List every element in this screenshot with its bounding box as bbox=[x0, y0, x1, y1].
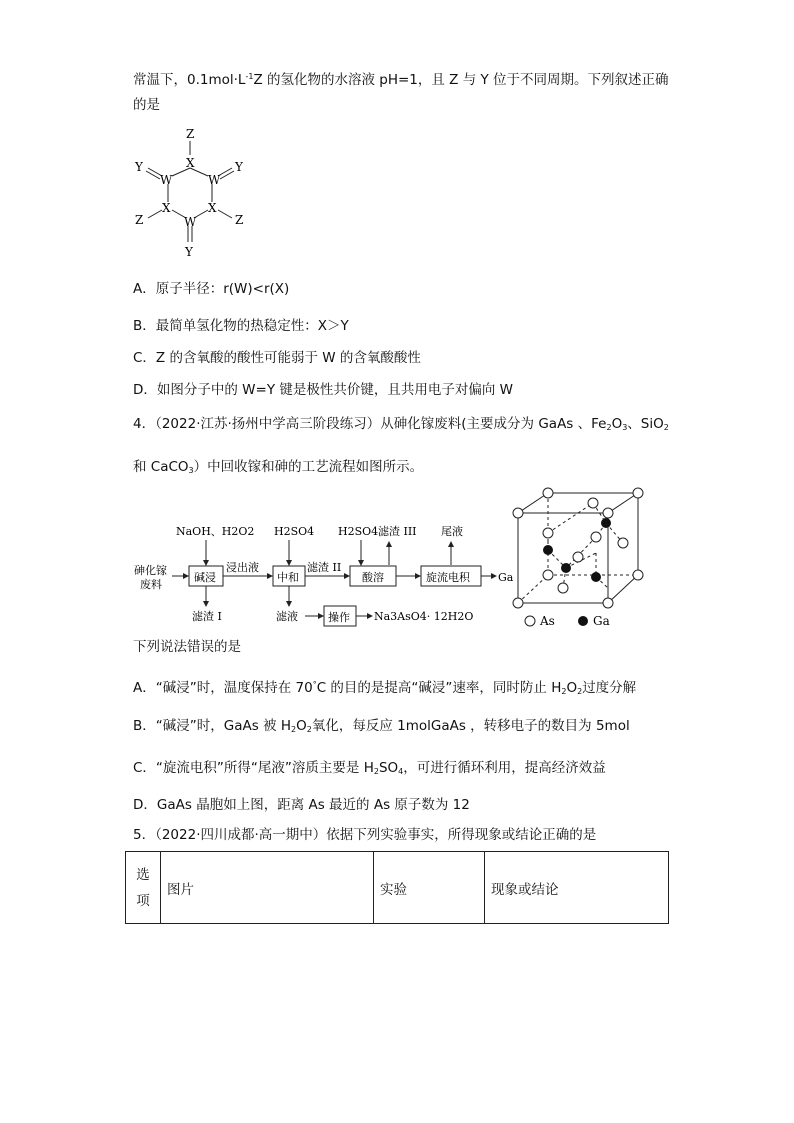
flow-residue1: 滤渣 I bbox=[192, 610, 222, 623]
flow-box-op-label: 操作 bbox=[328, 611, 350, 624]
flow-box3-label: 酸溶 bbox=[362, 571, 384, 584]
flow-residue3: 滤渣 III bbox=[378, 525, 417, 538]
atom-x-right: X bbox=[208, 201, 217, 215]
flow-raw-line2: 废料 bbox=[140, 578, 162, 591]
q3-intro-line2: 的是 bbox=[133, 97, 160, 113]
q4-stem-line2: 和 CaCO$_3$）中回收镓和砷的工艺流程如图所示。 bbox=[133, 459, 424, 475]
q4-option-a: A．“碱浸”时，温度保持在 70°C 的目的是提高“碱浸”速率，同时防止 $H_2O_2$过度分解 bbox=[133, 680, 637, 696]
atom-w-bottom: W bbox=[184, 215, 197, 229]
atom-y-bottom: Y bbox=[185, 245, 193, 259]
q4-option-d: D．GaAs 晶胞如上图，距离 As 最近的 As 原子数为 12 bbox=[133, 797, 470, 813]
q3-option-a: A．原子半径：r(W)<r(X) bbox=[133, 281, 290, 297]
flow-tail: 尾液 bbox=[441, 525, 463, 538]
atom-x-left: X bbox=[162, 201, 171, 215]
flow-box4-label: 旋流电积 bbox=[426, 571, 470, 584]
atom-w-right: W bbox=[208, 173, 221, 187]
header-result: 现象或结论 bbox=[485, 852, 669, 924]
header-option: 选 项 bbox=[126, 852, 161, 924]
q4-process-flow-diagram bbox=[128, 520, 518, 630]
legend-ga-label: Ga bbox=[593, 614, 610, 628]
atom-z-top: Z bbox=[186, 127, 195, 141]
flow-filtrate: 滤液 bbox=[276, 610, 298, 623]
table-header-row bbox=[126, 852, 669, 924]
header-experiment: 实验 bbox=[374, 852, 485, 924]
q4-ask: 下列说法错误的是 bbox=[133, 639, 241, 655]
atom-z-right: Z bbox=[235, 213, 244, 227]
q3-molecule-structure bbox=[128, 124, 258, 260]
q3-intro-line1: 常温下，$0.1mol\cdot L^{-1}Z$ 的氢化物的水溶液 pH=1，且 Z 与 Y 位于不同周期。下列叙述正确 bbox=[133, 72, 669, 88]
q5-stem: 5．（2022·四川成都·高一期中）依据下列实验事实，所得现象或结论正确的是 bbox=[133, 827, 597, 843]
atom-x-top: X bbox=[186, 156, 195, 170]
flow-reagent2: H2SO4 bbox=[274, 525, 315, 538]
legend-as-label: As bbox=[540, 614, 555, 628]
header-picture: 图片 bbox=[161, 852, 374, 924]
q4-gaas-unit-cell bbox=[510, 485, 660, 630]
q4-option-c: C．“旋流电积”所得“尾液”溶质主要是 $H_2SO_4$，可进行循环利用，提高经济效益 bbox=[133, 760, 606, 776]
flow-product-op: Na3AsO4· 12H2O bbox=[374, 610, 474, 623]
legend-as-marker bbox=[525, 616, 535, 626]
flow-box1-label: 碱浸 bbox=[194, 571, 216, 584]
q3-option-d: D．如图分子中的 W=Y 键是极性共价键，且共用电子对偏向 W bbox=[133, 382, 514, 398]
q4-stem-line1: 4．（2022·江苏·扬州中学高三阶段练习）从砷化镓废料(主要成分为 GaAs 、$Fe_2O_3$、SiO$_2$ bbox=[133, 416, 669, 432]
q3-option-c: C．Z 的含氧酸的酸性可能弱于 W 的含氧酸酸性 bbox=[133, 350, 421, 366]
atom-z-left: Z bbox=[135, 213, 144, 227]
atom-y-right: Y bbox=[235, 160, 243, 174]
q4-option-b: B．“碱浸”时，GaAs 被 $H_2O_2$氧化，每反应 1molGaAs ，转移电子的数目为 5mol bbox=[133, 718, 630, 734]
flow-reagent3: H2SO4 bbox=[338, 525, 379, 538]
legend-ga-marker bbox=[578, 616, 588, 626]
q3-option-b: B．最简单氢化物的热稳定性：X＞Y bbox=[133, 318, 349, 334]
flow-box2-label: 中和 bbox=[277, 571, 299, 584]
atom-w-left: W bbox=[160, 173, 173, 187]
flow-reagent1: NaOH、H2O2 bbox=[176, 525, 255, 538]
atom-y-left: Y bbox=[135, 160, 143, 174]
flow-raw-line1: 砷化镓 bbox=[134, 564, 167, 577]
flow-out1: 浸出液 bbox=[226, 561, 259, 574]
flow-final-ga: Ga bbox=[498, 571, 514, 584]
q5-table bbox=[125, 851, 669, 924]
flow-out2: 滤渣 II bbox=[307, 561, 342, 574]
